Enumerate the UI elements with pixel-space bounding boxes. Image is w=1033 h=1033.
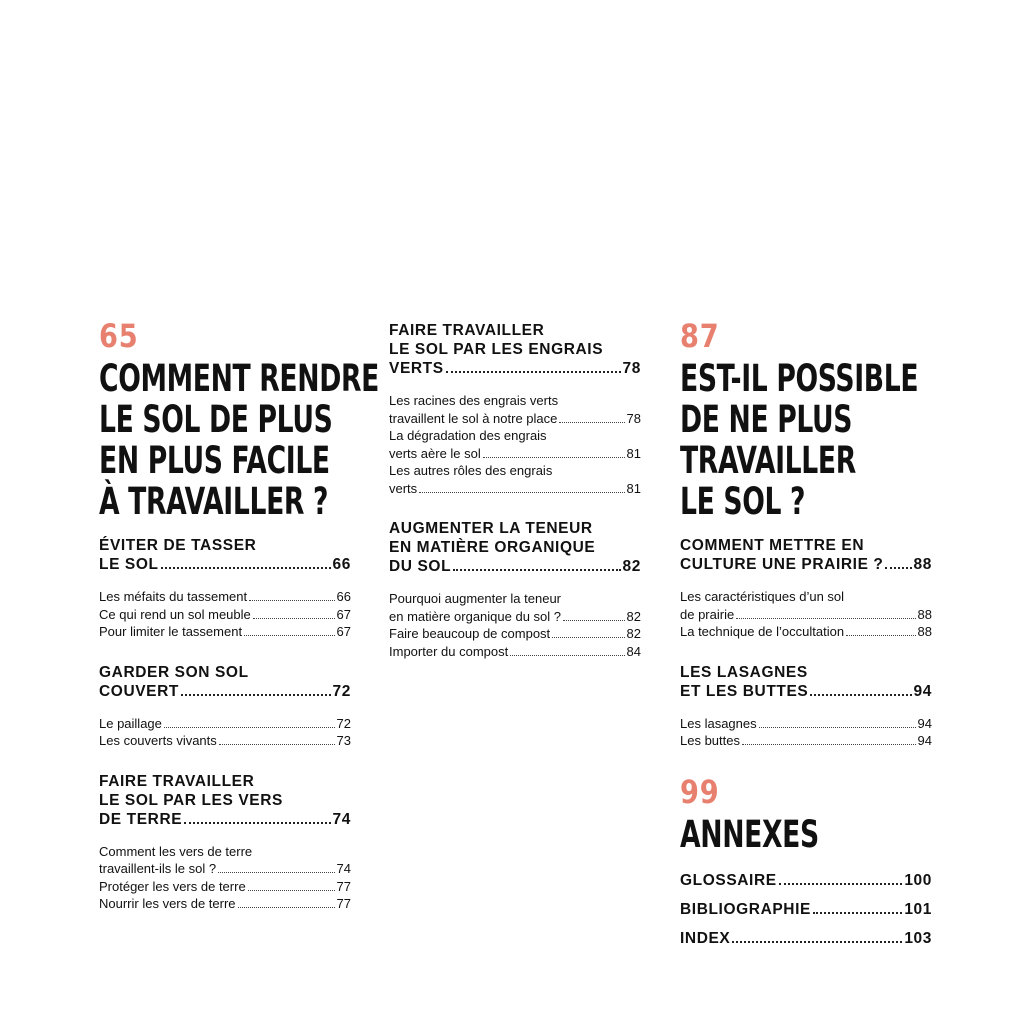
part-title xyxy=(680,357,919,523)
entry-text: verts xyxy=(389,480,418,496)
section-heading-leader[interactable] xyxy=(99,555,351,574)
leader-row[interactable] xyxy=(99,588,351,606)
toc-entry[interactable] xyxy=(99,878,351,896)
section-entries xyxy=(389,590,641,660)
dot-leader xyxy=(846,635,915,636)
back-matter-label: INDEX xyxy=(680,929,731,947)
back-matter-page: 103 xyxy=(904,929,932,947)
section-heading-leader[interactable] xyxy=(99,682,351,701)
leader-row[interactable] xyxy=(389,445,641,463)
entry-text: Les lasagnes xyxy=(680,715,757,731)
page-number: 81 xyxy=(626,445,641,461)
page-number: 73 xyxy=(336,733,351,748)
section-heading-line: VERTS xyxy=(389,360,444,377)
entry-text: Le paillage xyxy=(99,715,162,731)
page-number: 78 xyxy=(626,410,641,426)
part-number: 65 xyxy=(99,317,139,355)
section-heading-leader[interactable] xyxy=(680,555,932,574)
toc-entry[interactable] xyxy=(389,590,641,625)
page-number: 67 xyxy=(336,606,351,622)
leader-row[interactable] xyxy=(99,606,351,624)
toc-entry[interactable] xyxy=(389,462,641,497)
page-number: 81 xyxy=(626,480,641,496)
leader-row[interactable] xyxy=(680,715,932,733)
back-matter-leader[interactable] xyxy=(680,929,932,948)
dot-leader xyxy=(559,422,624,423)
back-matter-entry[interactable] xyxy=(680,871,932,890)
section-heading[interactable] xyxy=(389,321,641,378)
section-heading[interactable] xyxy=(389,519,641,576)
dot-leader xyxy=(742,744,916,745)
toc-section xyxy=(99,663,351,750)
toc-entry[interactable] xyxy=(680,715,932,733)
dot-leader xyxy=(181,694,331,696)
entry-text: Les buttes xyxy=(680,733,740,748)
entry-text: Protéger les vers de terre xyxy=(99,878,246,894)
section-heading[interactable] xyxy=(680,536,932,574)
section-entries xyxy=(99,715,351,750)
dot-leader xyxy=(419,492,624,493)
section-page-number: 94 xyxy=(913,682,932,700)
dot-leader xyxy=(813,912,902,914)
dot-leader xyxy=(249,600,334,601)
section-page-number: 66 xyxy=(332,556,351,573)
section-heading-line: COMMENT METTRE EN xyxy=(680,537,865,554)
entry-text-line: Pourquoi augmenter la teneur xyxy=(389,591,562,606)
section-page-number: 74 xyxy=(332,810,351,828)
page-number: 88 xyxy=(917,624,932,639)
section-heading-line: ÉVITER DE TASSER xyxy=(99,537,257,554)
dot-leader xyxy=(885,567,911,569)
section-heading-line: COUVERT xyxy=(99,682,179,700)
entry-text: Nourrir les vers de terre xyxy=(99,896,236,911)
section-entries xyxy=(99,843,351,913)
toc-entry[interactable] xyxy=(389,625,641,643)
section-entries xyxy=(99,588,351,641)
toc-entry[interactable] xyxy=(389,643,641,661)
back-matter-entry[interactable] xyxy=(680,900,932,919)
toc-entry[interactable] xyxy=(99,588,351,606)
dot-leader xyxy=(248,890,335,891)
page-number: 82 xyxy=(626,608,641,624)
dot-leader xyxy=(218,872,334,873)
leader-row[interactable] xyxy=(99,860,351,878)
leader-row[interactable] xyxy=(99,895,351,913)
entry-text: Les méfaits du tassement xyxy=(99,589,248,604)
entry-text: travaillent-ils le sol ? xyxy=(99,861,217,876)
leader-row[interactable] xyxy=(389,625,641,643)
toc-section xyxy=(99,772,351,913)
entry-text: verts aère le sol xyxy=(389,445,481,461)
part-title xyxy=(99,357,379,523)
entry-text: Ce qui rend un sol meuble xyxy=(99,606,251,622)
entry-text: de prairie xyxy=(680,606,735,622)
back-matter-page: 101 xyxy=(904,900,932,918)
section-page-number: 78 xyxy=(622,360,641,377)
section-heading[interactable] xyxy=(680,663,932,701)
leader-row[interactable] xyxy=(99,623,351,641)
back-matter-label: GLOSSAIRE xyxy=(680,871,777,889)
page-number: 94 xyxy=(917,733,932,748)
entry-text: en matière organique du sol ? xyxy=(389,608,562,624)
page-number: 74 xyxy=(336,861,351,876)
dot-leader xyxy=(779,883,903,885)
part-title-line: LE SOL DE PLUS xyxy=(99,398,333,441)
section-heading-line: FAIRE TRAVAILLER xyxy=(389,322,545,339)
entry-text: Faire beaucoup de compost xyxy=(389,626,551,641)
page-number: 88 xyxy=(917,606,932,622)
section-heading-leader[interactable] xyxy=(389,557,641,576)
toc-entry[interactable] xyxy=(680,588,932,623)
section-heading[interactable] xyxy=(99,663,351,701)
entry-text-line: La dégradation des engrais xyxy=(389,428,547,443)
dot-leader xyxy=(253,618,335,619)
part-title-line: COMMENT RENDRE xyxy=(99,357,379,400)
dot-leader xyxy=(510,655,624,656)
page-number: 72 xyxy=(336,715,351,731)
section-heading-line: ET LES BUTTES xyxy=(680,682,809,700)
leader-row[interactable] xyxy=(389,410,641,428)
dot-leader xyxy=(453,569,620,571)
toc-entry[interactable] xyxy=(99,895,351,913)
toc-entry[interactable] xyxy=(99,623,351,641)
section-heading-leader[interactable] xyxy=(389,359,641,378)
toc-section xyxy=(389,321,641,497)
toc-section xyxy=(389,519,641,660)
section-heading[interactable] xyxy=(99,772,351,829)
section-heading[interactable] xyxy=(99,536,351,574)
dot-leader xyxy=(184,822,330,824)
dot-leader xyxy=(552,637,624,638)
entry-text-line: Les caractéristiques d’un sol xyxy=(680,589,845,604)
section-entries xyxy=(389,392,641,497)
section-heading-line: GARDER SON SOL xyxy=(99,663,249,681)
page-number: 66 xyxy=(336,589,351,604)
leader-row[interactable] xyxy=(99,715,351,733)
toc-entry[interactable] xyxy=(99,606,351,624)
dot-leader xyxy=(736,618,915,619)
toc-section xyxy=(680,536,932,641)
leader-row[interactable] xyxy=(99,732,351,750)
page-number: 84 xyxy=(626,643,641,659)
section-heading-line: LES LASAGNES xyxy=(680,663,808,681)
annex-title xyxy=(680,814,861,855)
section-heading-line: LE SOL PAR LES VERS xyxy=(99,791,283,809)
dot-leader xyxy=(810,694,911,696)
leader-row[interactable] xyxy=(680,732,932,750)
entry-text: Pour limiter le tassement xyxy=(99,624,243,639)
section-entries xyxy=(680,588,932,641)
back-matter-leader[interactable] xyxy=(680,871,932,890)
part-title-line: EN PLUS FACILE xyxy=(99,439,330,482)
toc-entry[interactable] xyxy=(389,392,641,427)
entry-text-line: Les racines des engrais verts xyxy=(389,393,559,408)
dot-leader xyxy=(219,744,335,745)
section-page-number: 82 xyxy=(622,558,641,575)
leader-row[interactable] xyxy=(680,623,932,641)
leader-row[interactable] xyxy=(99,878,351,896)
back-matter-entry[interactable] xyxy=(680,929,932,948)
back-matter-leader[interactable] xyxy=(680,900,932,919)
dot-leader xyxy=(244,635,334,636)
section-heading-line: FAIRE TRAVAILLER xyxy=(99,772,255,790)
annex-title-line: ANNEXES xyxy=(680,812,819,856)
entry-text: Importer du compost xyxy=(389,643,509,659)
toc-entry[interactable] xyxy=(389,427,641,462)
dot-leader xyxy=(238,907,335,908)
toc-entry[interactable] xyxy=(99,732,351,750)
section-page-number: 88 xyxy=(913,556,932,573)
leader-row[interactable] xyxy=(680,606,932,624)
dot-leader xyxy=(759,727,916,728)
section-page-number: 72 xyxy=(332,682,351,700)
toc-entry[interactable] xyxy=(680,732,932,750)
toc-entry[interactable] xyxy=(680,623,932,641)
dot-leader xyxy=(732,941,902,943)
part-number: 87 xyxy=(680,317,720,355)
page-number: 77 xyxy=(336,878,351,894)
toc-section xyxy=(99,536,351,641)
leader-row[interactable] xyxy=(389,480,641,498)
section-heading-line: LE SOL xyxy=(99,556,159,573)
leader-row[interactable] xyxy=(389,608,641,626)
page-number: 77 xyxy=(336,896,351,911)
page-number: 94 xyxy=(917,715,932,731)
part-title-line: TRAVAILLER xyxy=(680,439,856,482)
section-heading-line: EN MATIÈRE ORGANIQUE xyxy=(389,539,596,556)
section-heading-line: AUGMENTER LA TENEUR xyxy=(389,520,593,537)
entry-text: travaillent le sol à notre place xyxy=(389,410,558,426)
toc-column-2 xyxy=(389,321,641,660)
part-title-line: À TRAVAILLER ? xyxy=(99,480,329,523)
toc-entry[interactable] xyxy=(99,843,351,878)
section-heading-leader[interactable] xyxy=(680,682,932,701)
toc-column-1 xyxy=(99,317,379,913)
entry-text-line: Comment les vers de terre xyxy=(99,843,253,859)
section-entries xyxy=(680,715,932,750)
section-heading-line: DU SOL xyxy=(389,558,452,575)
part-title-line: EST-IL POSSIBLE xyxy=(680,357,919,400)
part-title-line: LE SOL ? xyxy=(680,480,806,523)
annex-number: 99 xyxy=(680,772,720,811)
toc-section xyxy=(680,663,932,750)
dot-leader xyxy=(446,371,621,373)
page-number: 82 xyxy=(626,626,641,641)
dot-leader xyxy=(563,620,625,621)
part-title-line: DE NE PLUS xyxy=(680,398,853,441)
back-matter-label: BIBLIOGRAPHIE xyxy=(680,900,811,918)
dot-leader xyxy=(161,567,331,569)
entry-text-line: Les autres rôles des engrais xyxy=(389,463,553,478)
toc-column-3 xyxy=(680,318,932,958)
dot-leader xyxy=(483,457,625,458)
toc-entry[interactable] xyxy=(99,715,351,733)
entry-text: La technique de l’occultation xyxy=(680,624,845,639)
section-heading-line: DE TERRE xyxy=(99,810,183,828)
section-heading-line: LE SOL PAR LES ENGRAIS xyxy=(389,341,604,358)
leader-row[interactable] xyxy=(389,643,641,661)
entry-text: Les couverts vivants xyxy=(99,733,217,748)
dot-leader xyxy=(164,727,335,728)
back-matter-list xyxy=(680,871,932,948)
section-heading-line: CULTURE UNE PRAIRIE ? xyxy=(680,556,884,573)
page-number: 67 xyxy=(336,624,351,639)
back-matter-page: 100 xyxy=(904,871,932,889)
section-heading-leader[interactable] xyxy=(99,810,351,829)
